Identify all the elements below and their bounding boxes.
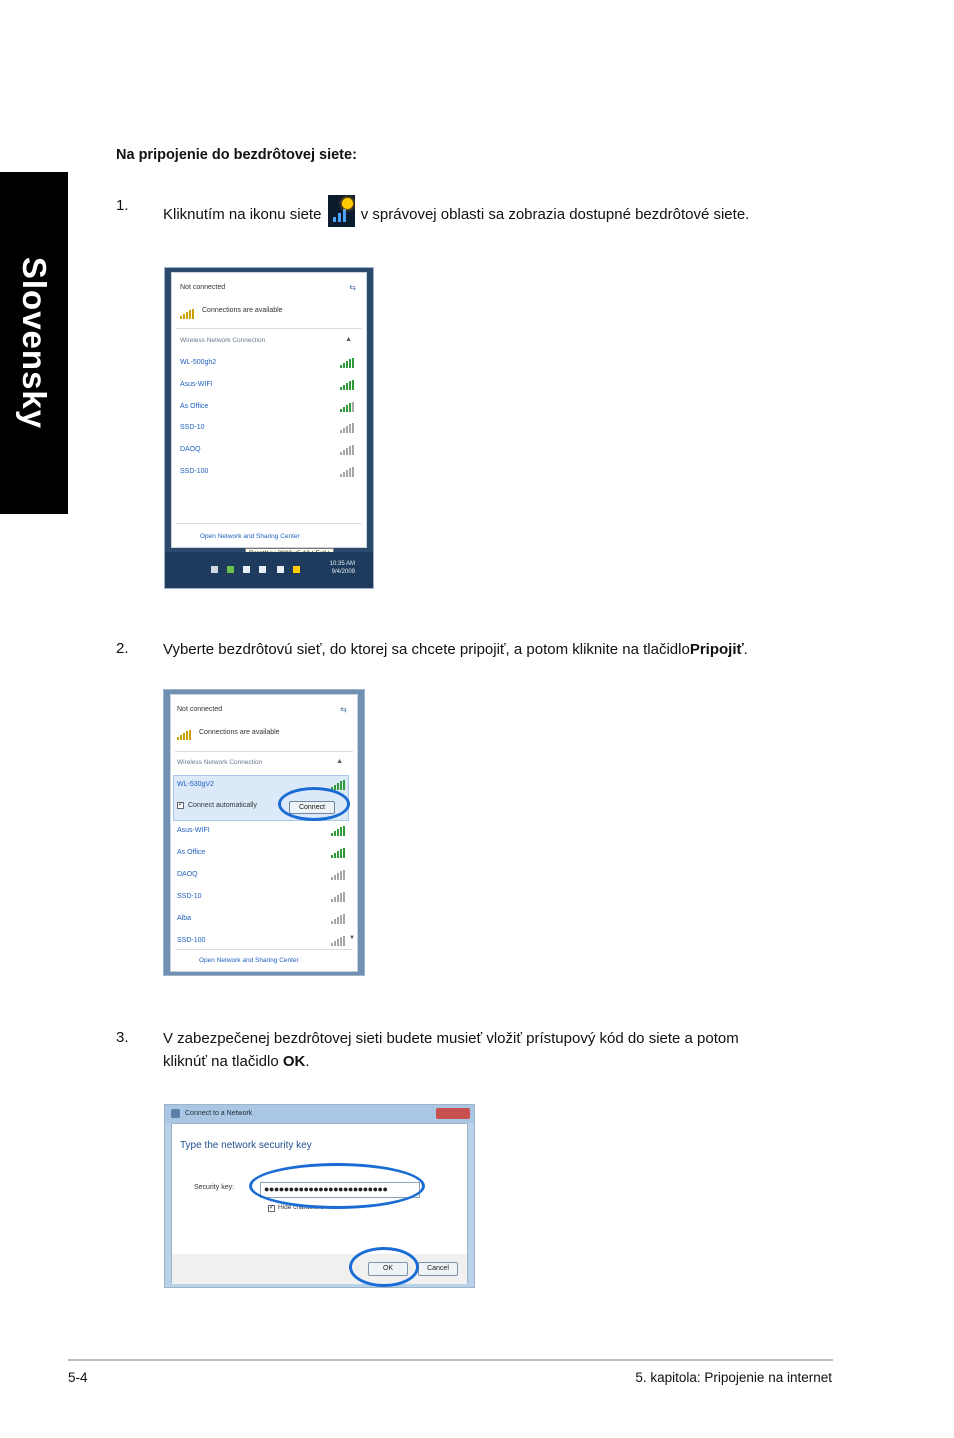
network-item[interactable]: Asus-WIFI [177, 827, 210, 834]
collapse-icon[interactable]: ▲ [345, 336, 352, 343]
step-1-text [163, 195, 749, 227]
chapter-title: 5. kapitola: Pripojenie na internet [635, 1370, 832, 1385]
auto-connect-label: Connect automatically [188, 802, 257, 809]
refresh-icon[interactable]: ⇆ [349, 283, 356, 292]
connect-term: Pripojiť [689, 641, 744, 658]
section-heading: Na pripojenie do bezdrôtovej siete: [116, 147, 357, 163]
language-label: Slovensky [16, 256, 53, 430]
tray-clock[interactable]: 10:35 AM 9/4/2009 [329, 561, 355, 575]
signal-strong-icon [340, 358, 354, 368]
network-popup [170, 694, 358, 972]
signal-icon [177, 730, 191, 740]
footer-rule [68, 1359, 833, 1361]
network-wizard-icon [171, 1109, 180, 1118]
tray-star-icon[interactable] [293, 566, 300, 573]
tray-arrow-icon[interactable] [211, 566, 218, 573]
signal-strong-icon [331, 848, 345, 858]
signal-weak-icon [331, 936, 345, 946]
tray-app-icon[interactable] [227, 566, 234, 573]
step-1-text-before: Kliknutím na ikonu siete [163, 206, 322, 223]
connect-highlight-ring [278, 787, 350, 821]
security-key-label: Security key: [194, 1184, 235, 1191]
signal-weak-icon [331, 914, 345, 924]
network-item[interactable]: SSD-100 [177, 937, 206, 944]
page-number: 5-4 [68, 1370, 88, 1385]
connect-button[interactable]: Connect [289, 801, 335, 814]
signal-strong-icon [340, 402, 354, 412]
ok-highlight-ring [349, 1247, 419, 1287]
hide-characters-checkbox[interactable]: ✓ [269, 1205, 275, 1211]
signal-weak-icon [340, 423, 354, 433]
sharing-center-link[interactable]: Open Network and Sharing Center [200, 533, 300, 540]
network-item[interactable]: DAOQ [180, 446, 201, 453]
taskbar [165, 552, 373, 588]
step-2-text: Vyberte bezdrôtovú sieť, do ktorej sa chcete pripojiť, a potom kliknite na tlačidloPripojiť. [163, 641, 748, 658]
auto-connect-checkbox[interactable]: ✓ [178, 802, 184, 808]
popup-status: Not connected [177, 706, 223, 713]
network-tray-icon [328, 195, 355, 227]
dialog-heading: Type the network security key [180, 1140, 312, 1151]
group-header: Wireless Network Connection [180, 337, 266, 344]
scroll-down-icon[interactable]: ▼ [349, 935, 355, 941]
network-item[interactable]: DAOQ [177, 871, 198, 878]
network-item[interactable]: Asus-WIFI [180, 381, 213, 388]
sharing-center-link[interactable]: Open Network and Sharing Center [199, 957, 299, 964]
signal-weak-icon [331, 870, 345, 880]
network-item[interactable]: SSD-10 [177, 893, 202, 900]
network-popup [171, 272, 367, 548]
tray-volume-icon[interactable] [259, 566, 266, 573]
selected-network-name[interactable]: WL-530gV2 [177, 781, 214, 788]
ok-term: OK [282, 1053, 306, 1070]
network-item[interactable]: WL-500gh2 [180, 359, 217, 366]
ok-button[interactable]: OK [368, 1262, 408, 1276]
signal-icon [180, 309, 194, 319]
cancel-button[interactable]: Cancel [418, 1262, 458, 1276]
signal-strong-icon [331, 826, 345, 836]
collapse-icon[interactable]: ▲ [336, 758, 343, 765]
tray-flag-icon[interactable] [243, 566, 250, 573]
popup-availability: Connections are available [199, 729, 280, 736]
step-3-number: 3. [116, 1029, 129, 1046]
network-item[interactable]: SSD-10 [180, 424, 205, 431]
step-1-text-after: v správovej oblasti sa zobrazia dostupné bezdrôtové siete. [360, 206, 750, 223]
network-item[interactable]: As Office [180, 403, 209, 410]
group-header: Wireless Network Connection [177, 759, 263, 766]
refresh-icon[interactable]: ⇆ [340, 705, 347, 714]
signal-strong-icon [331, 780, 345, 790]
signal-weak-icon [331, 892, 345, 902]
hide-characters-label: Hide characters [278, 1204, 324, 1211]
screenshot-security-key [164, 1104, 475, 1288]
close-icon[interactable] [436, 1108, 470, 1119]
network-item[interactable]: Alba [177, 915, 192, 922]
step-3-text: V zabezpečenej bezdrôtovej sieti budete musieť vložiť prístupový kód do siete a potom kliknúť na tlačidlo OK. [163, 1030, 739, 1070]
signal-weak-icon [340, 445, 354, 455]
screenshot-network-list [164, 267, 374, 589]
security-key-highlight-ring [249, 1163, 425, 1209]
signal-weak-icon [340, 467, 354, 477]
popup-status: Not connected [180, 284, 226, 291]
screenshot-select-network [163, 689, 365, 976]
network-item[interactable]: As Office [177, 849, 206, 856]
language-side-tab [0, 172, 68, 514]
step-2-number: 2. [116, 640, 129, 657]
security-key-input[interactable]: ●●●●●●●●●●●●●●●●●●●●●●●●● [260, 1182, 420, 1198]
window-title: Connect to a Network [185, 1110, 253, 1117]
tray-network-icon[interactable] [277, 566, 284, 573]
network-item[interactable]: SSD-100 [180, 468, 209, 475]
popup-availability: Connections are available [202, 307, 283, 314]
step-1-number: 1. [116, 197, 129, 214]
signal-strong-icon [340, 380, 354, 390]
